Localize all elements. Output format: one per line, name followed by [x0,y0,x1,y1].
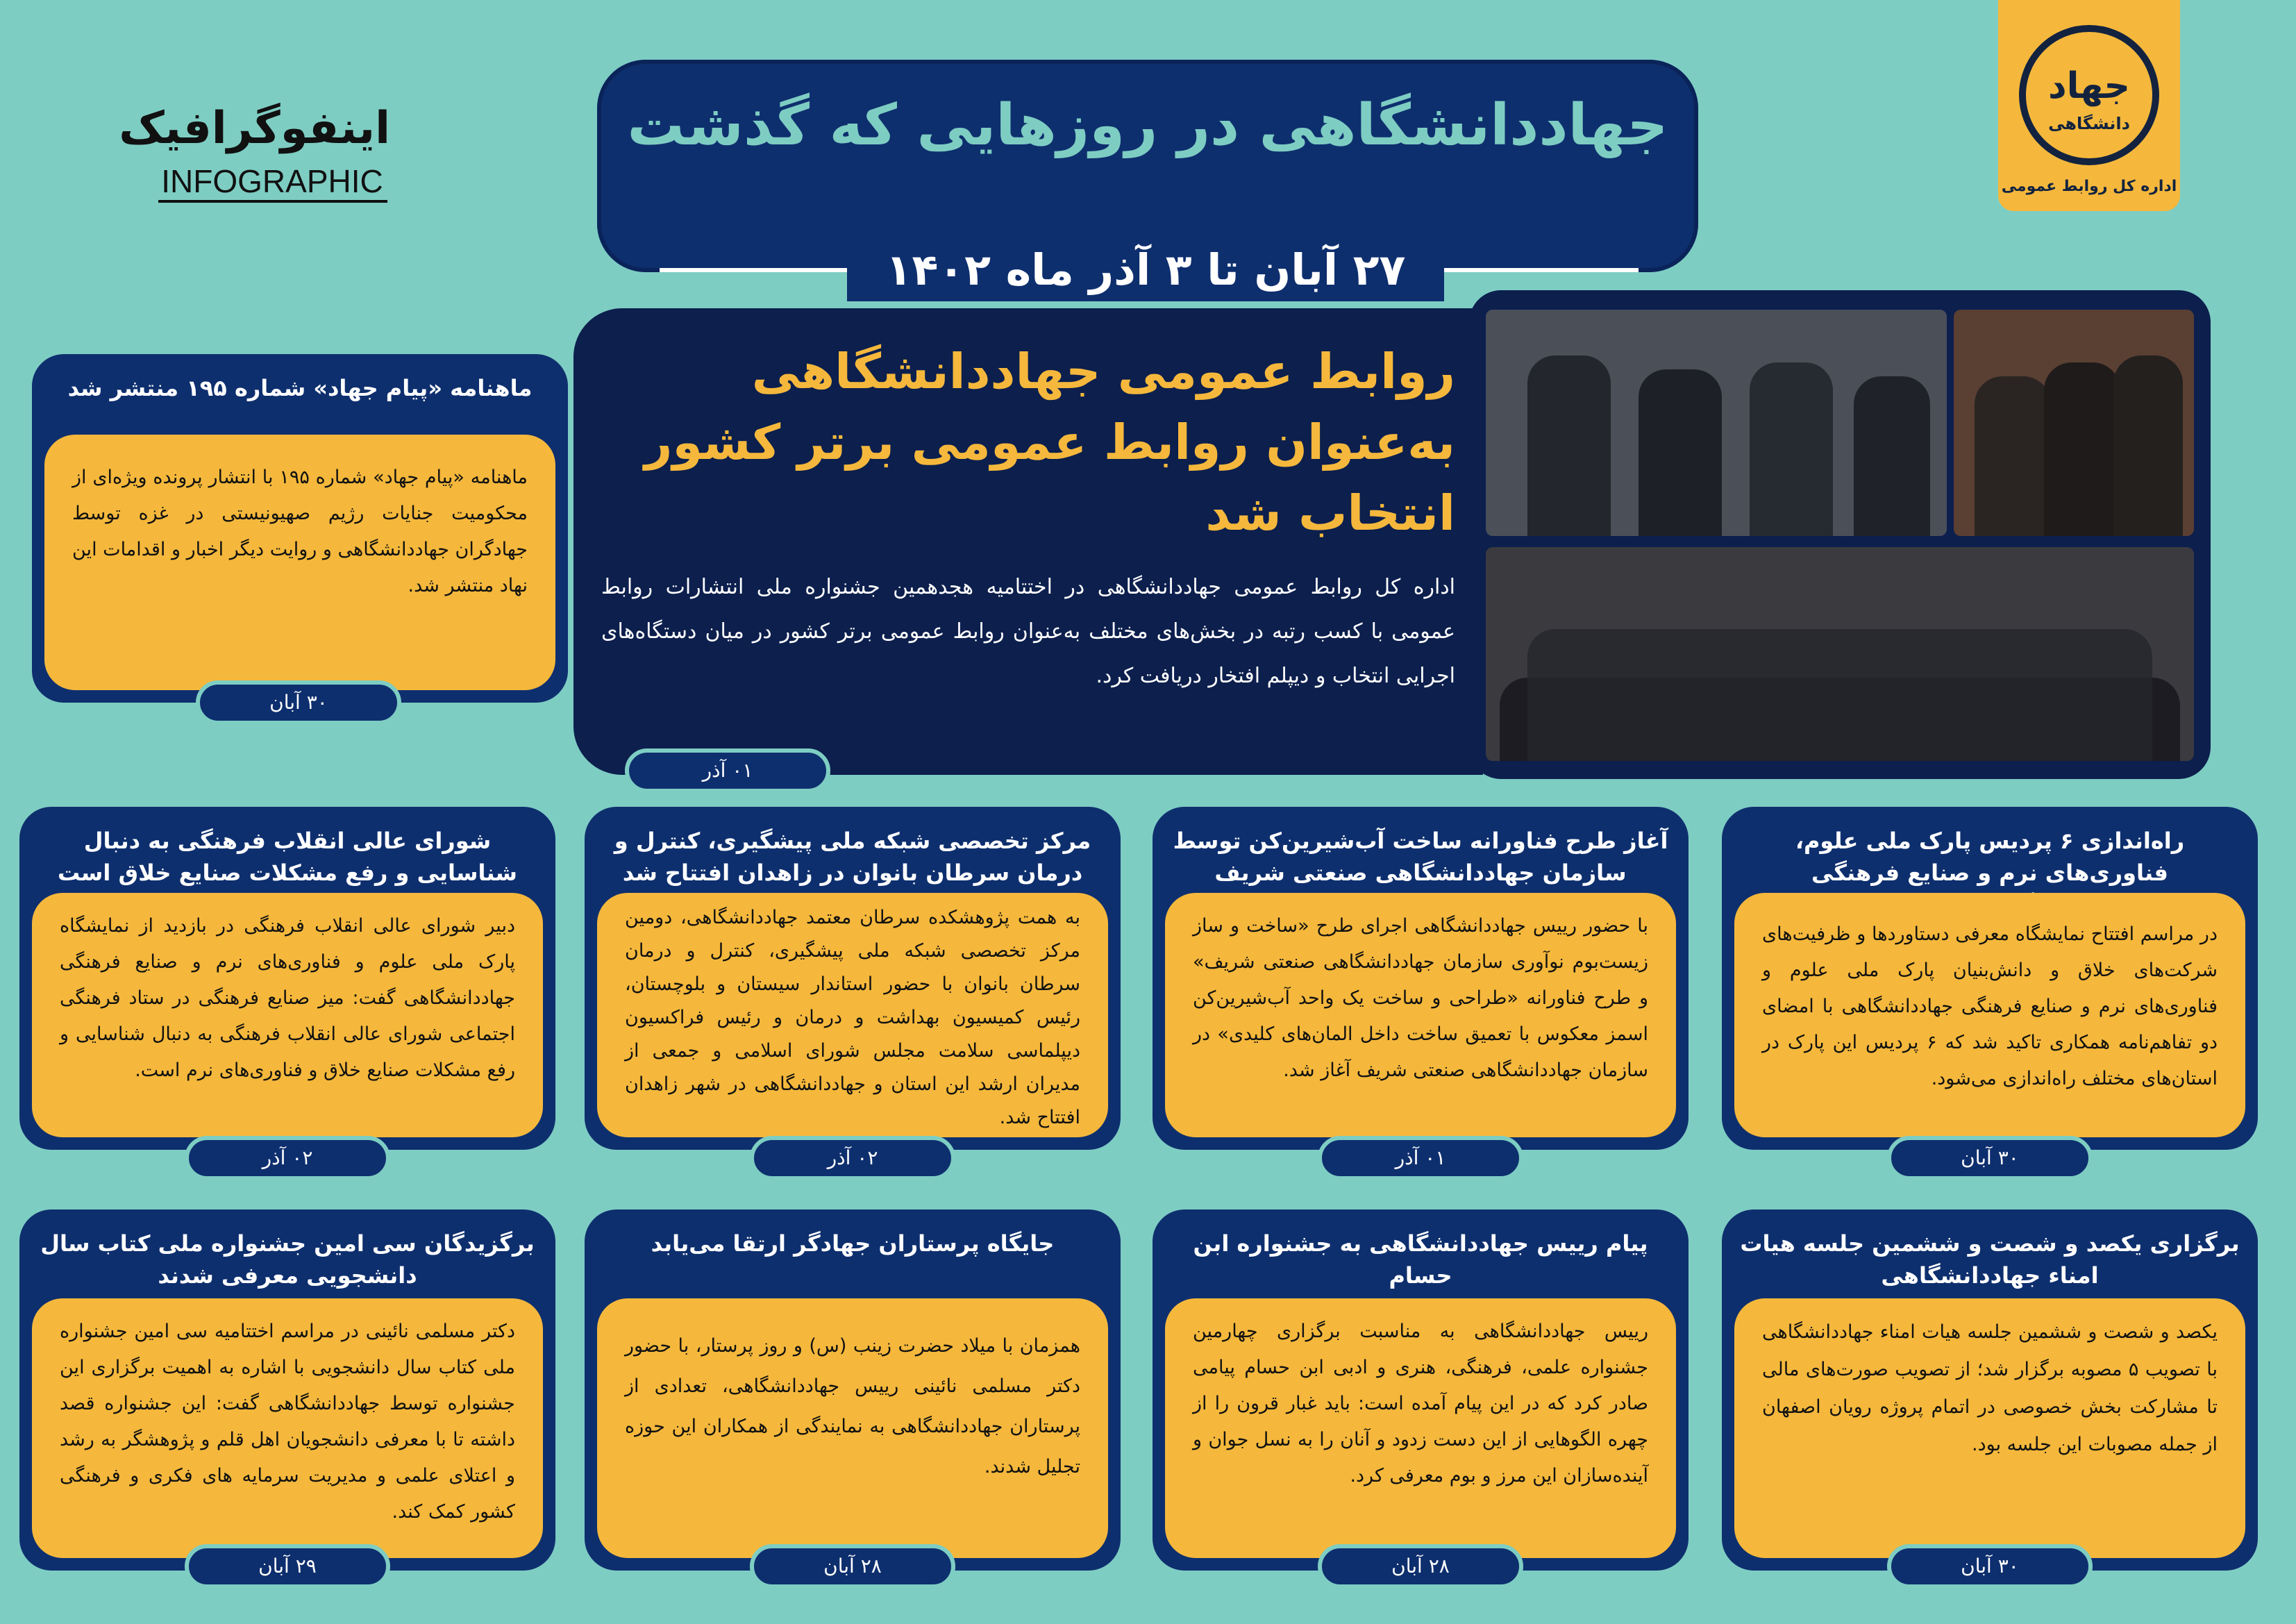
logo [1998,0,2180,211]
card-date: ۰۱ آذر [1318,1136,1523,1180]
card-body [1165,893,1676,1137]
card-body [1734,1298,2245,1558]
card-date: ۰۲ آذر [750,1136,955,1180]
card-title: راه‌اندازی ۶ پردیس پارک ملی علوم، فناوری‌های نرم و صنایع فرهنگی [1795,828,2185,886]
card-body [32,893,543,1137]
news-card [585,1209,1121,1571]
infographic-underline [158,200,387,203]
card-text: به همت پژوهشکده سرطان معتمد جهاددانشگاهی، دومین مرکز تخصصی شبکه ملی پیشگیری، کنترل و درمان سرطان بانوان با حضور استاندار سیستان و بلوچستان، رئیس کمیسیون بهداشت و درمان و رئیس فراکسیون دیپلماسی سلامت مجلس شورای اسلامی و جمعی از مدیران ارشد این استان و جهاددانشگاهی در شهر زاهدان افتتاح شد. [625,907,1080,1128]
date-range: ۲۷ آبان تا ۳ آذر ماه ۱۴۰۲ [847,239,1444,301]
infographic-label-en: INFOGRAPHIC [161,163,383,199]
news-card [19,1209,555,1571]
card-title: شورای عالی انقلاب فرهنگی به دنبال شناسایی و رفع مشکلات صنایع خلاق است [58,828,517,886]
feature-story [573,308,1483,775]
news-card [1722,807,2258,1150]
card-text: یکصد و شصت و ششمین جلسه هیات امناء جهاددانشگاهی با تصویب ۵ مصوبه برگزار شد؛ از تصویب صورت‌های مالی تا مشارکت بخش خصوصی در اتمام پروژه رویان اصفهان از جمله مصوبات این جلسه بود. [1762,1321,2218,1455]
card-text: همزمان با میلاد حضرت زینب (س) و روز پرستار، با حضور دکتر مسلمی نائینی رییس جهاددانشگاهی، تعدادی از پرستاران جهاددانشگاهی به نمایندگی از همکاران این حوزه تجلیل شدند. [625,1335,1080,1477]
header-banner [597,60,1698,295]
card-date: ۲۸ آبان [750,1544,955,1589]
card-title: آغاز طرح فناورانه ساخت آب‌شیرین‌کن توسط سازمان جهاددانشگاهی صنعتی شریف [1173,828,1668,886]
card-date: ۳۰ آبان [1887,1544,2093,1589]
news-card [1722,1209,2258,1571]
card-body [597,1298,1108,1558]
card-date: ۲۸ آبان [1318,1544,1523,1589]
card-title: برگزیدگان سی امین جشنواره ملی کتاب سال دانشجویی معرفی شدند [40,1230,535,1289]
card-body [32,1298,543,1558]
news-card [32,354,568,703]
logo-sub-text: دانشگاهی [2048,114,2130,133]
card-body [1165,1298,1676,1558]
news-card [1153,807,1689,1150]
news-card [1153,1209,1689,1571]
infographic-label-fa: اینفوگرافیک [119,103,390,154]
card-text: با حضور رییس جهاددانشگاهی اجرای طرح «ساخت و ساز زیست‌بوم نوآوری سازمان جهاددانشگاهی صنعتی شریف» و طرح فناورانه «طراحی و ساخت یک واحد آب‌شیرین‌کن اسمز معکوس با تعمیق ساخت داخل المان‌های کلیدی» در سازمان جهاددانشگاهی صنعتی شریف آغاز شد. [1193,915,1648,1081]
feature-date: ۰۱ آذر [625,748,830,793]
award-photo-1 [1486,310,1947,536]
feature-text: اداره کل روابط عمومی جهاددانشگاهی در اختتامیه هجدهمین جشنواره ملی انتشارات روابط عمومی با کسب رتبه در بخش‌های مختلف به‌عنوان روابط عمومی برتر کشور در میان دستگاه‌های اجرایی انتخاب و دیپلم افتخار دریافت کرد. [601,575,1455,688]
card-text: رییس جهاددانشگاهی به مناسبت برگزاری چهارمین جشنواره علمی، فرهنگی، هنری و ادبی ابن حسام پیامی صادر کرد که در این پیام آمده است: باید غبار قرون را از چهره الگوهایی از این دست زدود و آنان را به نسل جوان و آینده‌سازان این مرز و بوم معرفی کرد. [1193,1321,1648,1487]
card-title: برگزاری یکصد و شصت و ششمین جلسه هیات امناء جهاددانشگاهی [1740,1230,2240,1289]
card-body [1734,893,2245,1137]
feature-title: روابط عمومی جهاددانشگاهی به‌عنوان روابط عمومی برتر کشور انتخاب شد [644,343,1455,542]
logo-main-text: جهاد [2047,65,2130,107]
card-text: دبیر شورای عالی انقلاب فرهنگی در بازدید از نمایشگاه پارک ملی علوم و فناوری‌های نرم و صنایع فرهنگی جهاددانشگاهی گفت: میز صنایع فرهنگی در ستاد فرهنگی اجتماعی شورای عالی انقلاب فرهنگی به دنبال شناسایی و رفع مشکلات صنایع خلاق و فناوری‌های نرم است. [60,915,515,1081]
card-body [44,435,555,690]
card-date: ۲۹ آبان [185,1544,390,1589]
page-title: جهاددانشگاهی در روزهایی که گذشت [627,92,1668,158]
card-title: جایگاه پرستاران جهادگر ارتقا می‌یابد [651,1230,1055,1257]
logo-emblem-icon [2019,25,2159,165]
card-title: ماهنامه «پیام جهاد» شماره ۱۹۵ منتشر شد [67,375,533,401]
group-photo [1486,547,2194,761]
feature-photo-panel [1469,290,2211,779]
card-date: ۰۲ آذر [185,1136,390,1180]
card-body [597,893,1108,1137]
card-text: ماهنامه «پیام جهاد» شماره ۱۹۵ با انتشار پرونده ویژه‌ای از محکومیت جنایات رژیم صهیونیستی در غزه توسط جهادگران جهاددانشگاهی و روایت دیگر اخبار و اقدامات این نهاد منتشر شد. [72,467,528,596]
card-title: مرکز تخصصی شبکه ملی پیشگیری، کنترل و درمان سرطان بانوان در زاهدان افتتاح شد [614,828,1091,886]
card-date: ۳۰ آبان [1887,1136,2093,1180]
card-date: ۳۰ آبان [196,680,401,725]
card-title: پیام رییس جهاددانشگاهی به جشنواره ابن حسام [1193,1230,1648,1289]
logo-caption: اداره کل روابط عمومی [2001,178,2177,195]
award-photo-2 [1954,310,2194,536]
card-text: دکتر مسلمی نائینی در مراسم اختتامیه سی امین جشنواره ملی کتاب سال دانشجویی با اشاره به اهمیت برگزاری این جشنواره توسط جهاددانشگاهی گفت: این جشنواره قصد داشته تا با معرفی دانشجویان اهل قلم و پژوهشگر به رشد و اعتلای علمی و مدیریت سرمایه های فکری و فرهنگی کشور کمک کند. [60,1321,515,1523]
card-text: در مراسم افتتاح نمایشگاه معرفی دستاوردها و ظرفیت‌های شرکت‌های خلاق و دانش‌بنیان پارک ملی علوم و فناوری‌های نرم و صنایع فرهنگی جهاددانشگاهی با امضای دو تفاهم‌نامه همکاری تاکید شد که ۶ پردیس این پارک در استان‌های مختلف راه‌اندازی می‌شود. [1762,923,2218,1089]
news-card [585,807,1121,1150]
news-card [19,807,555,1150]
